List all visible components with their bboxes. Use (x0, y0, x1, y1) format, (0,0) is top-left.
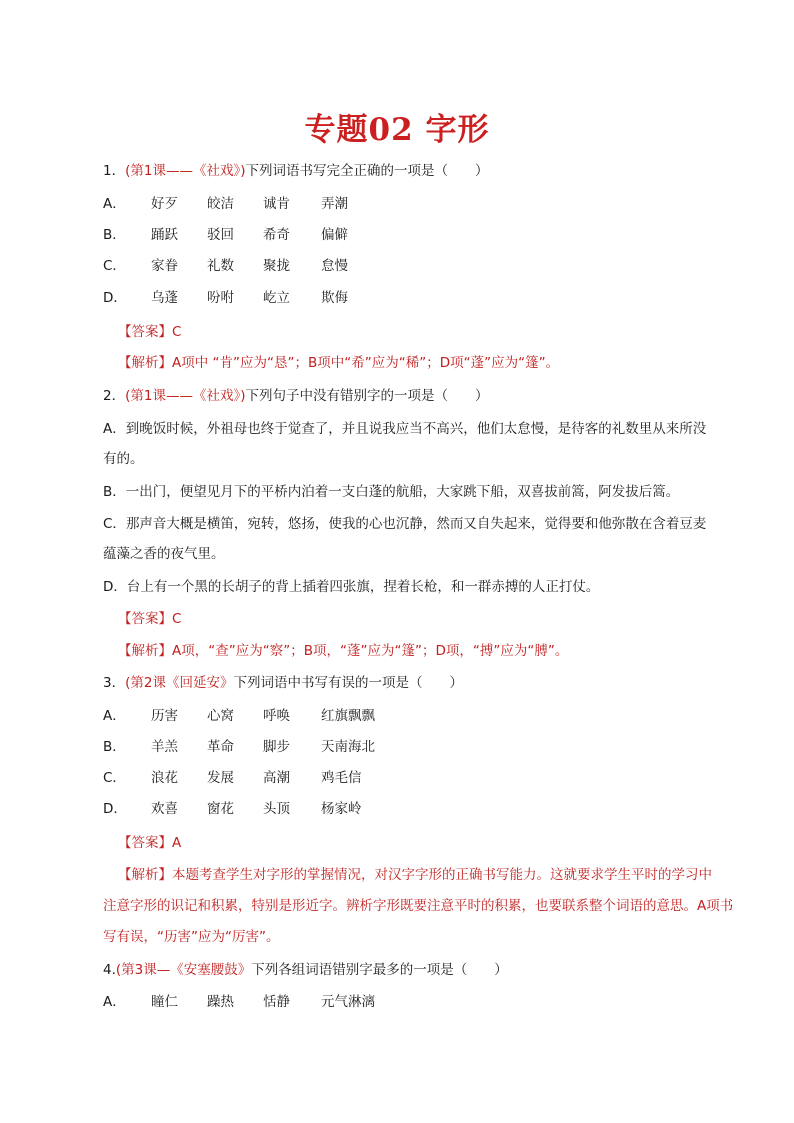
question-2-sentence-b (103, 483, 679, 502)
option-label: A． (103, 196, 126, 212)
question-2-sentence-a-cont (103, 450, 144, 469)
question-3-stem-line (103, 674, 463, 693)
option-word: 恬静 (263, 994, 290, 1010)
analysis-label: 【解析】 (118, 643, 172, 659)
question-1-option-b (103, 226, 348, 245)
option-word: 窗花 (207, 801, 234, 817)
option-word: 希奇 (263, 227, 290, 243)
option-word: 皎洁 (207, 196, 234, 212)
analysis-text: 本题考查学生对字形的掌握情况，对汉字字形的正确书写能力。这就要求学生平时的学习中 (172, 867, 712, 883)
option-word: 弄潮 (321, 196, 348, 212)
option-word: 乌蓬 (151, 290, 178, 306)
answer-value: C (172, 611, 182, 627)
question-3-analysis-line-3 (103, 928, 279, 947)
answer-label: 【答案】 (118, 324, 172, 340)
question-3-answer (103, 834, 181, 853)
analysis-text: A项中 “肯”应为“恳”；B项中“希”应为“稀”；D项“蓬”应为“篷”。 (172, 355, 560, 371)
sentence-text: 那声音大概是横笛，宛转，悠扬，使我的心也沉静，然而又自失起来，觉得要和他弥散在含着豆麦 (125, 516, 707, 532)
option-word: 天南海北 (321, 739, 375, 755)
option-word: 高潮 (263, 770, 290, 786)
question-3-option-a (103, 707, 375, 726)
option-word: 聚拢 (263, 258, 290, 274)
analysis-text: A项，“查”应为“察”；B项，“蓬”应为“篷”；D项，“搏”应为“膊”。 (172, 643, 569, 659)
sentence-text: 到晚饭时候，外祖母也终于觉查了，并且说我应当不高兴，他们太怠慢，是待客的礼数里从来所没 (125, 421, 707, 437)
question-4-stem-line (103, 961, 508, 980)
analysis-text: 写有误，“历害”应为“厉害”。 (103, 929, 280, 945)
question-2-sentence-c (103, 515, 706, 534)
option-word: 鸡毛信 (321, 770, 362, 786)
option-word: 心窝 (207, 708, 234, 724)
analysis-text: 注意字形的识记和积累，特别是形近字。辨析字形既要注意平时的积累，也要联系整个词语的意思。A项书 (103, 898, 734, 914)
question-3-analysis-line-2 (103, 897, 733, 916)
question-2-answer (103, 610, 181, 629)
option-word: 红旗飘飘 (321, 708, 375, 724)
option-word: 发展 (207, 770, 234, 786)
option-word: 礼数 (207, 258, 234, 274)
option-word: 偏僻 (321, 227, 348, 243)
sentence-label: A． (103, 421, 126, 437)
question-3-option-b (103, 738, 375, 757)
option-label: C． (103, 258, 126, 274)
sentence-label: D． (103, 579, 127, 595)
option-word: 好歹 (151, 196, 178, 212)
question-2-sentence-a (103, 420, 706, 439)
question-1-stem-line (103, 162, 488, 181)
question-source: (第1课——《社戏》) (125, 388, 246, 404)
option-word: 欺侮 (321, 290, 348, 306)
option-word: 羊羔 (151, 739, 178, 755)
question-number: 4. (103, 962, 116, 978)
sentence-text: 有的。 (103, 451, 144, 467)
sentence-label: B． (103, 484, 126, 500)
analysis-label: 【解析】 (118, 867, 172, 883)
question-2-stem-line (103, 387, 488, 406)
option-word: 吩咐 (207, 290, 234, 306)
option-label: B． (103, 227, 126, 243)
option-word: 怠慢 (321, 258, 348, 274)
question-2-analysis (103, 642, 568, 661)
option-word: 历害 (151, 708, 178, 724)
option-word: 躁热 (207, 994, 234, 1010)
question-number: 3． (103, 675, 126, 691)
question-source: (第2课《回延安》 (125, 675, 234, 691)
question-2-sentence-c-cont (103, 545, 225, 564)
option-label: B． (103, 739, 126, 755)
question-2-sentence-d (103, 578, 599, 597)
question-1-option-a (103, 195, 348, 214)
question-source: (第1课——《社戏》) (125, 163, 246, 179)
question-stem: 下列各组词语错别字最多的一项是（ ） (251, 962, 508, 978)
option-word: 革命 (207, 739, 234, 755)
question-stem: 下列词语中书写有误的一项是（ ） (233, 675, 463, 691)
question-3-option-c (103, 769, 362, 788)
question-number: 1． (103, 163, 126, 179)
option-word: 杨家岭 (321, 801, 362, 817)
question-stem: 下列句子中没有错别字的一项是（ ） (245, 388, 489, 404)
question-stem: 下列词语书写完全正确的一项是（ ） (245, 163, 489, 179)
option-word: 呼唤 (263, 708, 290, 724)
question-3-analysis-line-1 (103, 866, 712, 885)
analysis-label: 【解析】 (118, 355, 172, 371)
question-source: (第3课—《安塞腰鼓》 (115, 962, 252, 978)
sentence-label: C． (103, 516, 126, 532)
option-label: C． (103, 770, 126, 786)
question-1-option-d (103, 289, 348, 308)
option-word: 踊跃 (151, 227, 178, 243)
answer-label: 【答案】 (118, 611, 172, 627)
option-word: 诚肯 (263, 196, 290, 212)
option-word: 家眷 (151, 258, 178, 274)
option-word: 元气淋漓 (321, 994, 375, 1010)
page-title: 专题02 字形 (304, 112, 490, 148)
question-1-answer (103, 323, 181, 342)
question-4-option-a (103, 993, 375, 1012)
sentence-text: 蕴藻之香的夜气里。 (103, 546, 225, 562)
option-label: A． (103, 994, 126, 1010)
option-word: 瞳仁 (151, 994, 178, 1010)
question-number: 2． (103, 388, 126, 404)
answer-value: A (172, 835, 182, 851)
option-word: 驳回 (207, 227, 234, 243)
option-word: 欢喜 (151, 801, 178, 817)
option-word: 浪花 (151, 770, 178, 786)
question-1-option-c (103, 257, 348, 276)
option-word: 屹立 (263, 290, 290, 306)
option-label: D． (103, 801, 127, 817)
answer-label: 【答案】 (118, 835, 172, 851)
answer-value: C (172, 324, 182, 340)
option-word: 脚步 (263, 739, 290, 755)
option-label: D． (103, 290, 127, 306)
option-word: 头顶 (263, 801, 290, 817)
option-label: A． (103, 708, 126, 724)
sentence-text: 一出门，便望见月下的平桥内泊着一支白蓬的航船，大家跳下船，双喜拔前篙，阿发拔后篙。 (125, 484, 680, 500)
question-1-analysis (103, 354, 559, 373)
question-3-option-d (103, 800, 362, 819)
sentence-text: 台上有一个黑的长胡子的背上插着四张旗，捏着长枪，和一群赤搏的人正打仗。 (126, 579, 600, 595)
